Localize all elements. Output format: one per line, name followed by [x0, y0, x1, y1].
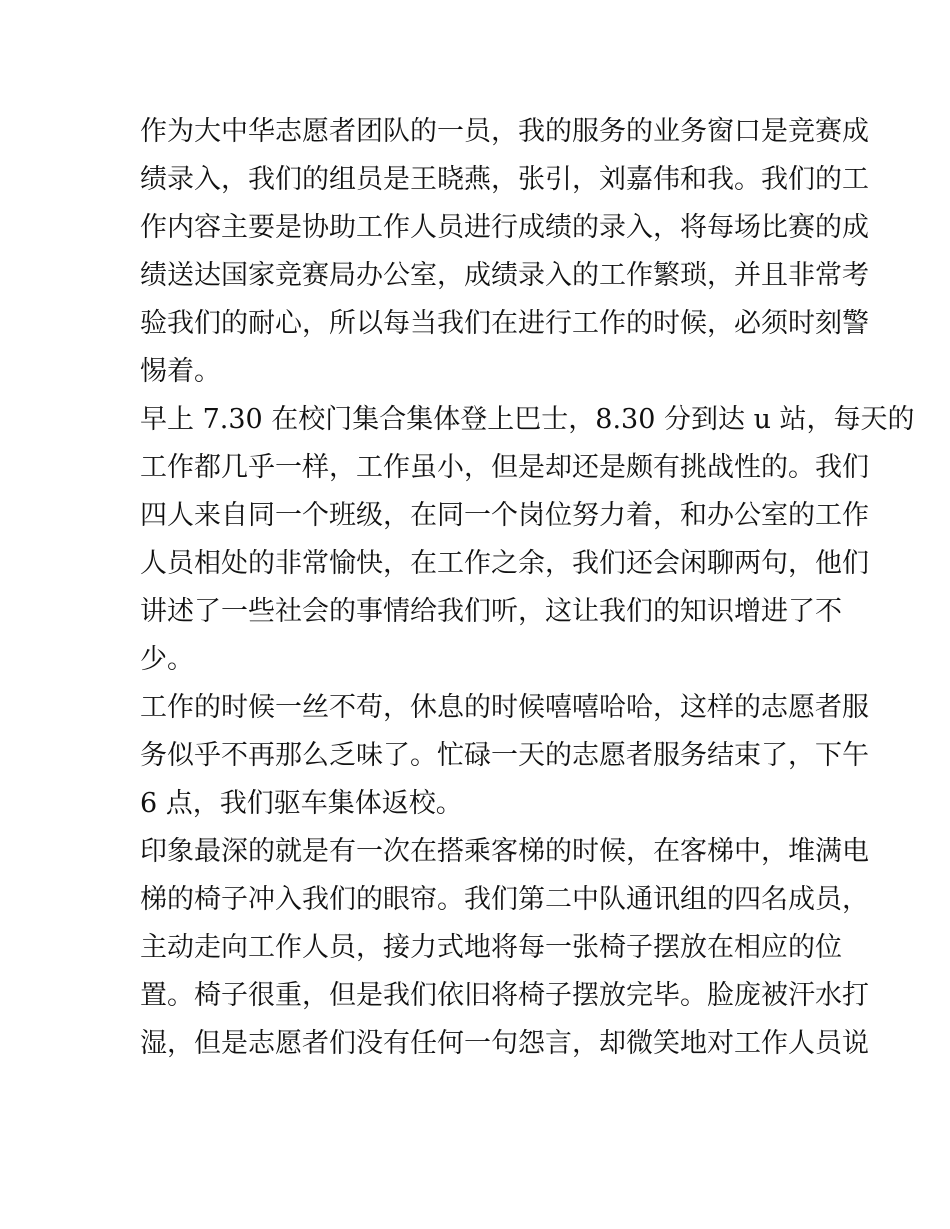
text-line: 绩送达国家竞赛局办公室，成绩录入的工作繁琐，并且非常考: [140, 260, 869, 291]
text-line: 讲述了一些社会的事情给我们听，这让我们的知识增进了不: [140, 596, 842, 627]
text-line: 务似乎不再那么乏味了。忙碌一天的志愿者服务结束了，下午: [140, 740, 869, 771]
text-line: 人员相处的非常愉快，在工作之余，我们还会闲聊两句，他们: [140, 548, 869, 579]
text-line: 工作都几乎一样，工作虽小，但是却还是颇有挑战性的。我们: [140, 452, 869, 483]
text-line: 工作的时候一丝不苟，休息的时候嘻嘻哈哈，这样的志愿者服: [140, 692, 869, 723]
document-body: [140, 108, 915, 1068]
paragraph-1: [140, 108, 869, 396]
text-line: 印象最深的就是有一次在搭乘客梯的时候，在客梯中，堆满电: [140, 836, 869, 867]
paragraph-4: [140, 828, 869, 1068]
text-line: 惕着。: [140, 356, 221, 387]
text-line: 作为大中华志愿者团队的一员，我的服务的业务窗口是竞赛成: [140, 116, 869, 147]
text-line: 少。: [140, 644, 194, 675]
text-line: 6 点，我们驱车集体返校。: [140, 788, 463, 819]
text-line: 早上 7.30 在校门集合集体登上巴士，8.30 分到达 u 站，每天的: [140, 404, 915, 435]
paragraph-2: [140, 396, 915, 684]
paragraph-3: [140, 684, 869, 828]
text-line: 绩录入，我们的组员是王晓燕，张引，刘嘉伟和我。我们的工: [140, 164, 869, 195]
text-line: 梯的椅子冲入我们的眼帘。我们第二中队通讯组的四名成员，: [140, 884, 869, 915]
text-line: 作内容主要是协助工作人员进行成绩的录入，将每场比赛的成: [140, 212, 869, 243]
text-line: 湿，但是志愿者们没有任何一句怨言，却微笑地对工作人员说: [140, 1028, 869, 1059]
text-line: 验我们的耐心，所以每当我们在进行工作的时候，必须时刻警: [140, 308, 869, 339]
text-line: 四人来自同一个班级，在同一个岗位努力着，和办公室的工作: [140, 500, 869, 531]
text-line: 置。椅子很重，但是我们依旧将椅子摆放完毕。脸庞被汗水打: [140, 980, 869, 1011]
text-line: 主动走向工作人员，接力式地将每一张椅子摆放在相应的位: [140, 932, 842, 963]
